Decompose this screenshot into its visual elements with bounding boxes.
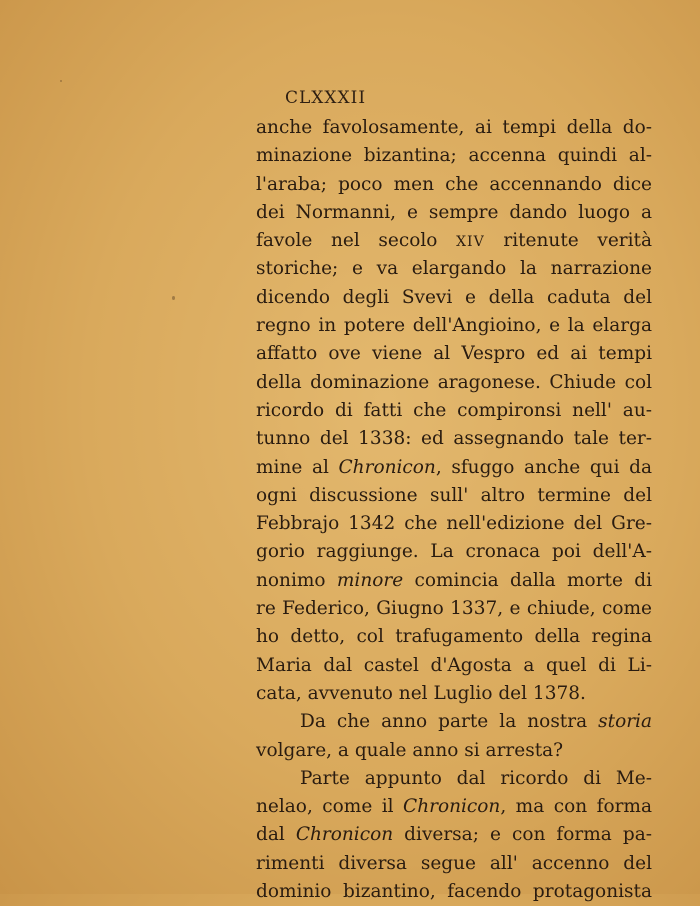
text-line: ho detto, col trafugamento della regina <box>256 626 652 648</box>
text-line: dal Chronicon diversa; e con forma pa- <box>256 824 652 846</box>
text-line: l'araba; poco men che accennando dice <box>256 173 652 195</box>
text-line: anche favolosamente, ai tempi della do- <box>256 117 652 138</box>
body-text <box>256 114 652 906</box>
text-line: mine al Chronicon, sfuggo anche qui da <box>256 456 653 478</box>
text-line: regno in potere dell'Angioino, e la elarga <box>256 315 652 337</box>
text-line: dei Normanni, e sempre dando luogo a <box>256 201 652 223</box>
text-line: minazione bizantina; accenna quindi al- <box>256 145 652 167</box>
text-line: ogni discussione sull' altro termine del <box>256 484 652 506</box>
text-line: dominio bizantino, facendo protagonista <box>256 881 652 903</box>
text-line: tunno del 1338: ed assegnando tale ter- <box>256 428 652 450</box>
text-line: ricordo di fatti che compironsi nell' au- <box>256 399 652 421</box>
text-line: Febbrajo 1342 che nell'edizione del Gre- <box>256 513 652 535</box>
text-line: storiche; e va elargando la narrazione <box>256 258 652 280</box>
text-line: Parte appunto dal ricordo di Me- <box>300 767 652 789</box>
paper-speck <box>60 80 62 82</box>
text-line: gorio raggiunge. La cronaca poi dell'A- <box>256 541 652 563</box>
text-line: cata, avvenuto nel Luglio del 1378. <box>256 682 586 704</box>
paper-speck <box>172 296 175 300</box>
text-line: nonimo minore comincia dalla morte di <box>256 569 652 591</box>
text-line: Maria dal castel d'Agosta a quel di Li- <box>256 654 652 676</box>
text-line: rimenti diversa segue all' accenno del <box>256 852 652 874</box>
text-line: dicendo degli Svevi e della caduta del <box>256 286 652 308</box>
text-line: della dominazione aragonese. Chiude col <box>256 371 652 393</box>
text-line: volgare, a quale anno si arresta? <box>256 739 564 761</box>
text-line: re Federico, Giugno 1337, e chiude, come <box>256 598 652 620</box>
text-line: Da che anno parte la nostra storia <box>300 711 652 733</box>
page-number: CLXXXII <box>285 88 367 108</box>
text-line: affatto ove viene al Vespro ed ai tempi <box>256 343 652 365</box>
text-line: nelao, come il Chronicon, ma con forma <box>256 796 652 818</box>
text-line: favole nel secolo XIV ritenute verità <box>256 230 652 252</box>
